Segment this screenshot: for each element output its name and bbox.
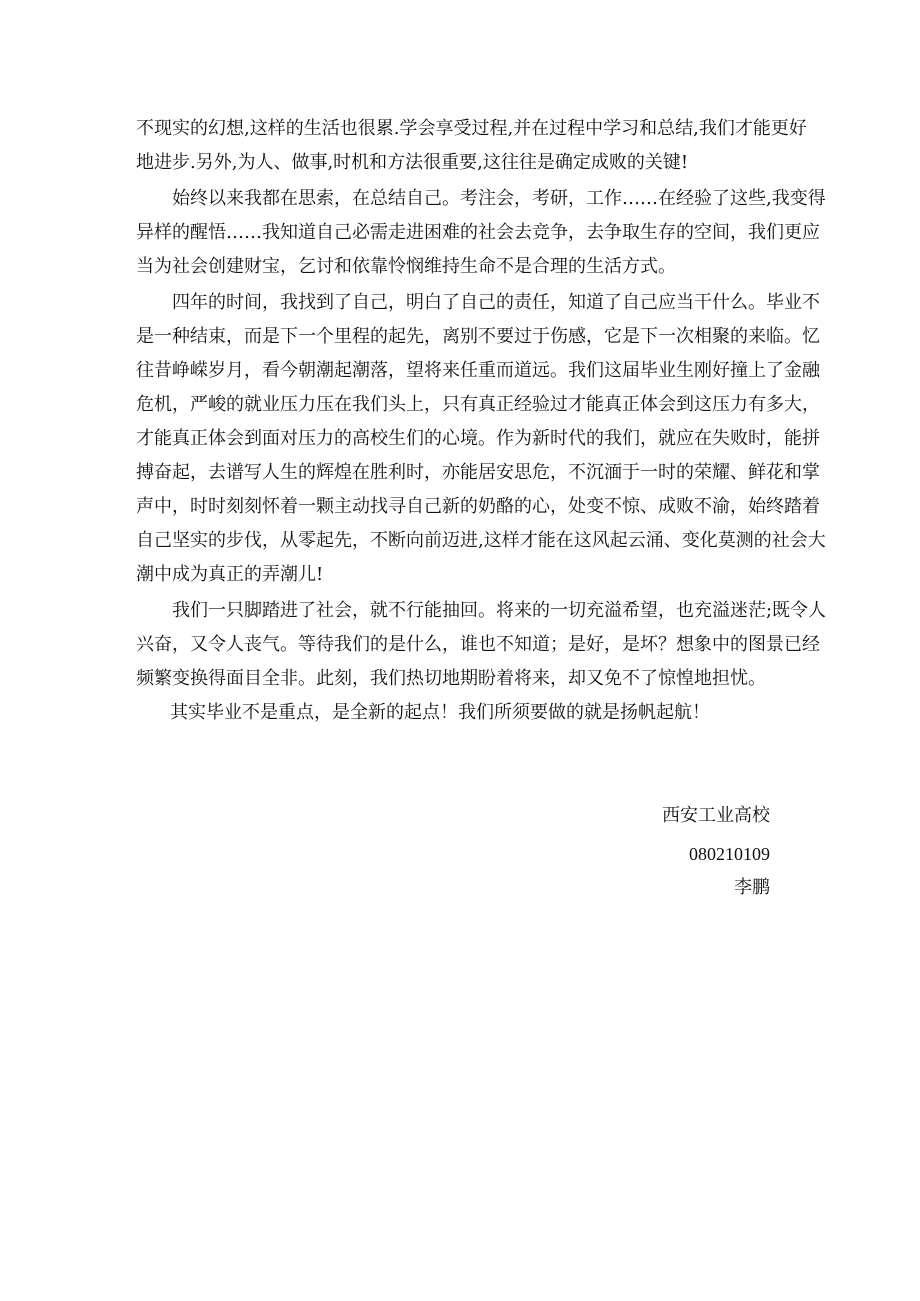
paragraph-line: 才能真正体会到面对压力的高校生们的心境。作为新时代的我们，就应在失败时，能拼 bbox=[136, 428, 820, 449]
signature-name: 李鹏 bbox=[734, 877, 770, 898]
paragraph-line: 自己坚实的步伐，从零起先，不断向前迈进,这样才能在这风起云涌、变化莫测的社会大 bbox=[136, 530, 826, 551]
paragraph-line: 往昔峥嵘岁月，看今朝潮起潮落，望将来任重而道远。我们这届毕业生刚好撞上了金融 bbox=[136, 360, 820, 381]
paragraph-line: 频繁变换得面目全非。此刻，我们热切地期盼着将来，却又免不了惊惶地担忧。 bbox=[136, 668, 766, 689]
signature-school: 西安工业高校 bbox=[662, 805, 770, 826]
paragraph-line: 兴奋，又令人丧气。等待我们的是什么，谁也不知道；是好，是坏？想象中的图景已经 bbox=[136, 634, 820, 655]
paragraph-line: 其实毕业不是重点，是全新的起点！我们所须要做的就是扬帆起航！ bbox=[170, 702, 710, 723]
paragraph-line: 潮中成为真正的弄潮儿! bbox=[136, 564, 324, 585]
paragraph-line: 是一种结束，而是下一个里程的起先，离别不要过于伤感，它是下一次相聚的来临。忆 bbox=[136, 326, 820, 347]
paragraph-line: 当为社会创建财宝，乞讨和依靠怜悯维持生命不是合理的生活方式。 bbox=[136, 256, 676, 277]
paragraph-line: 搏奋起，去谱写人生的辉煌在胜利时，亦能居安思危，不沉湎于一时的荣耀、鲜花和掌 bbox=[136, 462, 820, 483]
paragraph-line: 始终以来我都在思索，在总结自己。考注会，考研，工作……在经验了这些,我变得 bbox=[172, 188, 826, 209]
paragraph-line: 异样的醒悟……我知道自己必需走进困难的社会去竞争，去争取生存的空间，我们更应 bbox=[136, 222, 820, 243]
signature-student-id: 080210109 bbox=[689, 844, 770, 864]
paragraph-line: 危机，严峻的就业压力压在我们头上，只有真正经验过才能真正体会到这压力有多大， bbox=[136, 394, 820, 415]
paragraph-line: 我们一只脚踏进了社会，就不行能抽回。将来的一切充溢希望，也充溢迷茫;既令人 bbox=[172, 600, 827, 621]
paragraph-line: 地进步.另外,为人、做事,时机和方法很重要,这往往是确定成败的关键! bbox=[136, 152, 689, 173]
paragraph-line: 声中，时时刻刻怀着一颗主动找寻自己新的奶酪的心，处变不惊、成败不渝，始终踏着 bbox=[136, 496, 820, 517]
paragraph-line: 不现实的幻想,这样的生活也很累.学会享受过程,并在过程中学习和总结,我们才能更好 bbox=[136, 118, 807, 139]
paragraph-line: 四年的时间，我找到了自己，明白了自己的责任，知道了自己应当干什么。毕业不 bbox=[172, 292, 820, 313]
